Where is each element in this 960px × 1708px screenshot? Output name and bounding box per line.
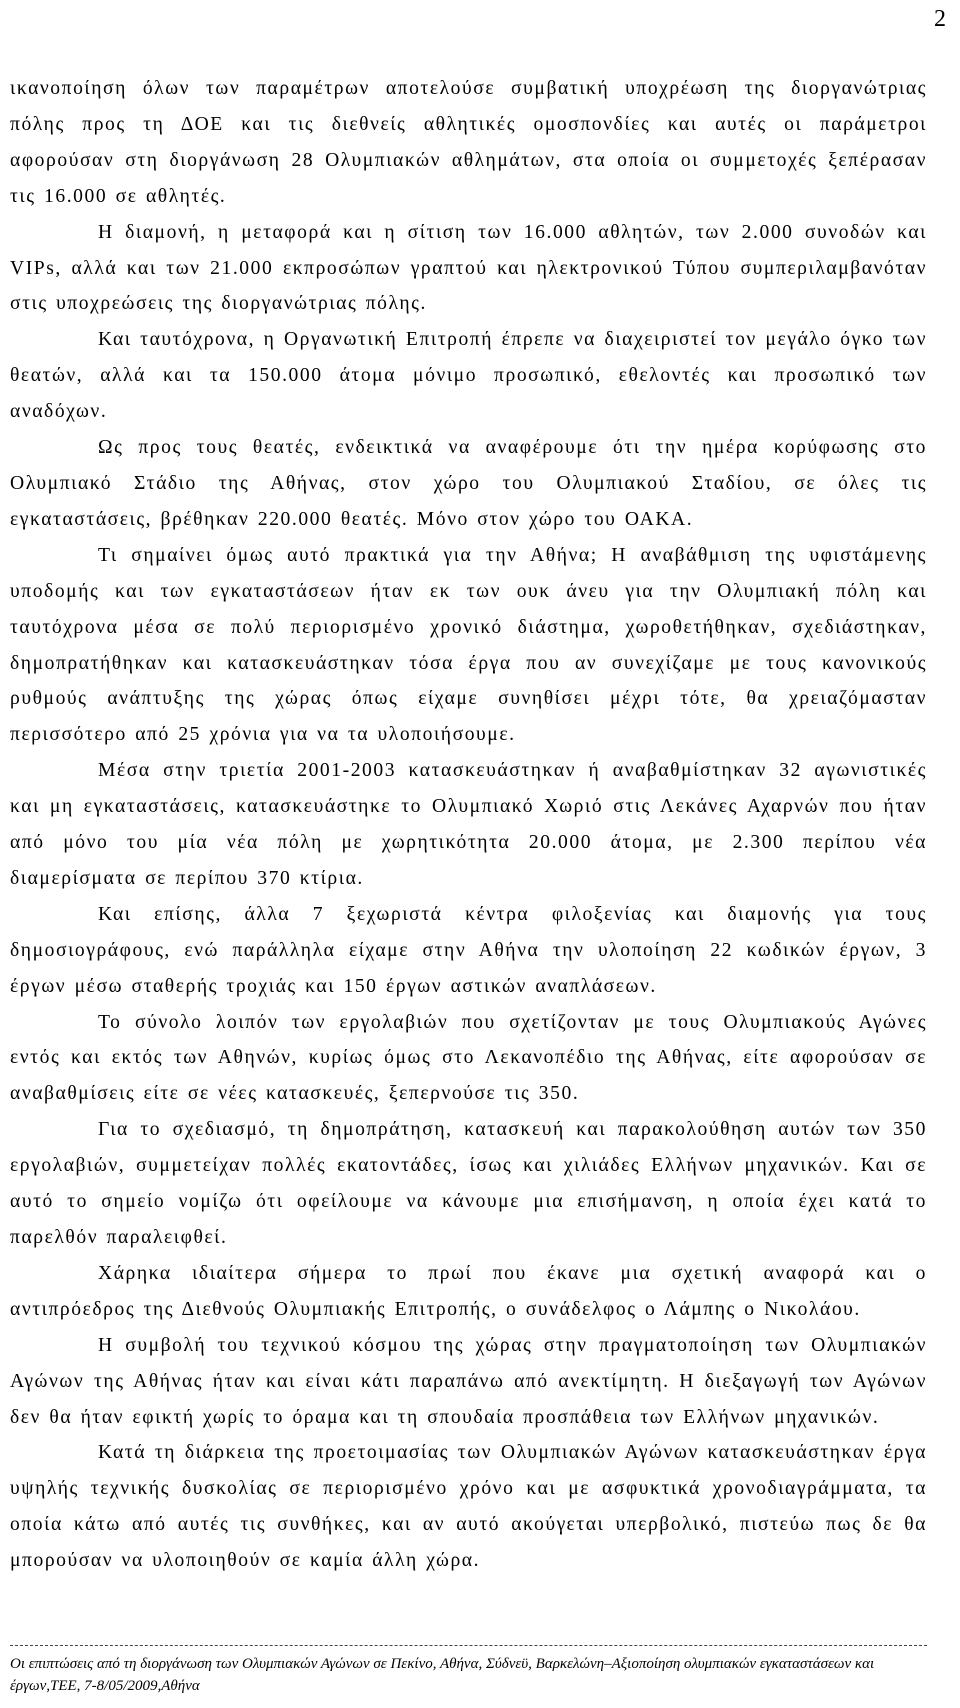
paragraph: Για το σχεδιασμό, τη δημοπράτηση, κατασκευή και παρακολούθηση αυτών των 350 εργολαβιών, συμμετείχαν πολλές εκατοντάδες, ίσως και χιλιάδες Ελλήνων μηχανικών. Και σε αυτό το σημείο νομίζω ότι οφείλουμε να κάνουμε μια επισήμανση, η οποία έχει κατά το παρελθόν παραλειφθεί. — [10, 1119, 927, 1248]
paragraph: Κατά τη διάρκεια της προετοιμασίας των Ολυμπιακών Αγώνων κατασκευάστηκαν έργα υψηλής τεχνικής δυσκολίας σε περιορισμένο χρόνο και με ασφυκτικά χρονοδιαγράμματα, τα οποία κάτω από αυτές τις συνθήκες, και αν αυτό ακούγεται υπερβολικό, πιστεύω πως δε θα μπορούσαν να υλοποιηθούν σε καμία άλλη χώρα. — [10, 1442, 927, 1572]
paragraph: Χάρηκα ιδιαίτερα σήμερα το πρωί που έκανε μια σχετική αναφορά και ο αντιπρόεδρος της Διεθνούς Ολυμπιακής Επιτροπής, ο συνάδελφος ο Λάμπης ο Νικολάου. — [10, 1262, 927, 1320]
paragraph: Η συμβολή του τεχνικού κόσμου της χώρας στην πραγματοποίηση των Ολυμπιακών Αγώνων της Αθήνας ήταν και είναι κάτι παραπάνω από ανεκτίμητη. Η διεξαγωγή των Αγώνων δεν θα ήταν εφικτή χωρίς το όραμα και τη σπουδαία προσπάθεια των Ελλήνων μηχανικών. — [10, 1334, 927, 1428]
paragraph-continuation: ικανοποίηση όλων των παραμέτρων αποτελούσε συμβατική υποχρέωση της διοργανώτριας πόλης προς τη ΔΟΕ και τις διεθνείς αθλητικές ομοσπονδίες και αυτές οι παράμετροι αφορούσαν στη διοργάνωση 28 Ολυμπιακών αθλημάτων, στα οποία οι συμμετοχές ξεπέρασαν τις 16.000 σε αθλητές. — [10, 78, 927, 207]
footer-divider — [10, 1645, 927, 1646]
paragraph: Ως προς τους θεατές, ενδεικτικά να αναφέρουμε ότι την ημέρα κορύφωσης στο Ολυμπιακό Στάδιο της Αθήνας, στον χώρο του Ολυμπιακού Σταδίου, σε όλες τις εγκαταστάσεις, βρέθηκαν 220.000 θεατές. Μόνο στον χώρο του ΟΑΚΑ. — [10, 437, 927, 530]
paragraph: Μέσα στην τριετία 2001-2003 κατασκευάστηκαν ή αναβαθμίστηκαν 32 αγωνιστικές και μη εγκαταστάσεις, κατασκευάστηκε το Ολυμπιακό Χωριό στις Λεκάνες Αχαρνών που ήταν από μόνο του μία νέα πόλη με χωρητικότητα 20.000 άτομα, με 2.300 περίπου νέα διαμερίσματα σε περίπου 370 κτίρια. — [10, 760, 927, 889]
paragraph: Τι σημαίνει όμως αυτό πρακτικά για την Αθήνα; Η αναβάθμιση της υφιστάμενης υποδομής και των εγκαταστάσεων ήταν εκ των ουκ άνευ για την Ολυμπιακή πόλη και ταυτόχρονα μέσα σε πολύ περιορισμένο χρονικό διάστημα, χωροθετήθηκαν, σχεδιάστηκαν, δημοπρατήθηκαν και κατασκευάστηκαν τόσα έργα που αν συνεχίζαμε με τους κανονικούς ρυθμούς ανάπτυξης της χώρας όπως είχαμε συνηθίσει μέχρι τότε, θα χρειαζόμασταν περισσότερο από 25 χρόνια για να τα υλοποιήσουμε. — [10, 544, 927, 746]
paragraph: Το σύνολο λοιπόν των εργολαβιών που σχετίζονταν με τους Ολυμπιακούς Αγώνες εντός και εκτός των Αθηνών, κυρίως όμως στο Λεκανοπέδιο της Αθήνας, είτε αφορούσαν σε αναβαθμίσεις είτε σε νέες κατασκευές, ξεπερνούσε τις 350. — [10, 1011, 927, 1105]
page-footer — [10, 1645, 927, 1697]
paragraph: Η διαμονή, η μεταφορά και η σίτιση των 16.000 αθλητών, των 2.000 συνοδών και VIPs, αλλά και των 21.000 εκπροσώπων γραπτού και ηλεκτρονικού Τύπου συμπεριλαμβανόταν στις υποχρεώσεις της διοργανώτριας πόλης. — [10, 221, 927, 315]
paragraph: Και ταυτόχρονα, η Οργανωτική Επιτροπή έπρεπε να διαχειριστεί τον μεγάλο όγκο των θεατών, αλλά και τα 150.000 άτομα μόνιμο προσωπικό, εθελοντές και προσωπικό των αναδόχων. — [10, 329, 927, 423]
paragraph: Και επίσης, άλλα 7 ξεχωριστά κέντρα φιλοξενίας και διαμονής για τους δημοσιογράφους, ενώ παράλληλα είχαμε στην Αθήνα την υλοποίηση 22 κωδικών έργων, 3 έργων μέσω σταθερής τροχιάς και 150 έργων αστικών αναπλάσεων. — [10, 903, 927, 997]
footer-citation: Οι επιπτώσεις από τη διοργάνωση των Ολυμπιακών Αγώνων σε Πεκίνο, Αθήνα, Σύδνεϋ, Βαρκελώνη–Αξιοποίηση ολυμπιακών εγκαταστάσεων και έργων,ΤΕΕ, 7-8/05/2009,Αθήνα — [10, 1656, 875, 1694]
body-text — [10, 71, 927, 1579]
page-number: 2 — [934, 6, 946, 32]
